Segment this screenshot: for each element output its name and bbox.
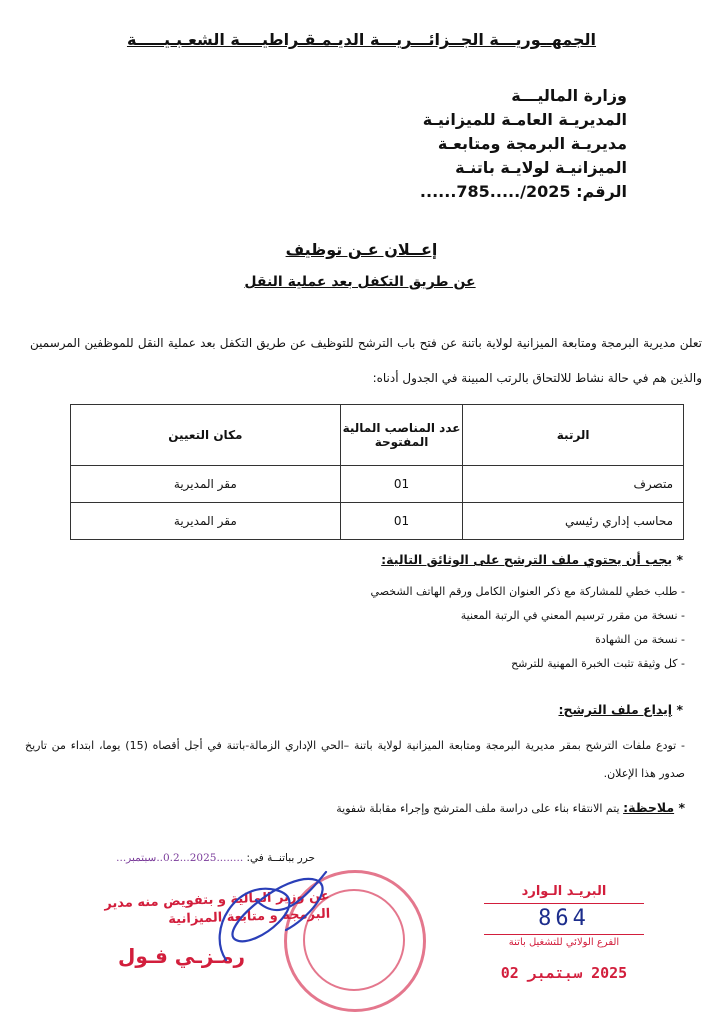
place-cell: مقر المديرية xyxy=(71,503,341,540)
written-date: ........2025...0.2..سبتمبر... xyxy=(116,852,244,864)
handwritten-signature xyxy=(196,860,346,980)
signatory-name: رمـزـي فـول xyxy=(118,944,246,968)
count-cell: 01 xyxy=(340,466,463,503)
deposit-paragraph: - تودع ملفات الترشح بمقر مديرية البرمجة ومتابعة الميزانية لولاية باتنة –الحي الإداري الزمالة-باتنة في أجل أقصاه (15) يوما، ابتداء من تاريخ صدور هذا الإعلان. xyxy=(25,739,685,780)
note xyxy=(336,800,685,815)
directorate-line: المديريـة العامـة للميزانيـة xyxy=(422,110,627,129)
issuing-authority xyxy=(397,84,627,204)
wilaya-line: الميزانيـة لولايـة باتنـة xyxy=(455,158,627,177)
received-stamp-date: 2025 سبتمبر 02 xyxy=(500,964,628,982)
intro-paragraph: تعلن مديرية البرمجة ومتابعة الميزانية لولاية باتنة عن فتح باب الترشح للتوظيف عن طريق التكفل بعد عملية النقل للموظفين المرسمين والذين هم في حالة نشاط للالتحاق بالرتب المبينة في الجدول أدناه: xyxy=(30,336,702,385)
place-header: مكان التعيين xyxy=(71,405,341,466)
count-header: عدد المناصب المالية المفتوحة xyxy=(340,405,463,466)
table-row xyxy=(71,466,684,503)
rank-header: الرتبة xyxy=(463,405,684,466)
received-stamp xyxy=(484,884,644,982)
deposit-heading xyxy=(558,702,683,717)
list-item: - طلب خطي للمشاركة مع ذكر العنوان الكامل ورقم الهاتف الشخصي xyxy=(25,580,685,604)
sub-directorate-line: مديريـة البرمجة ومتابعـة xyxy=(437,134,627,153)
star-bullet: * xyxy=(674,800,685,815)
announcement-title: إعــلان عـن توظيف xyxy=(285,240,438,259)
documents-heading xyxy=(381,552,683,567)
list-item: - نسخة من مقرر ترسيم المعني في الرتبة المعنية xyxy=(25,604,685,628)
list-item: - نسخة من الشهادة xyxy=(25,628,685,652)
received-stamp-office: الفرع الولائي للتشغيل باتنة xyxy=(484,934,644,948)
ministry-line: وزارة الماليـــة xyxy=(511,86,627,105)
documents-heading-text: يجب أن يحتوي ملف الترشح على الوثائق التالية: xyxy=(381,552,673,567)
star-bullet: * xyxy=(672,702,683,717)
table-header-row xyxy=(71,405,684,466)
republic-header: الجمهــوريـــة الجــزائـــريـــة الديـمـقـراطيــــة الشعـبـيـــــة xyxy=(126,30,597,49)
reference-number xyxy=(397,180,627,204)
written-label: حرر بباتنــة في: xyxy=(243,852,315,864)
documents-list xyxy=(25,580,685,676)
place-cell: مقر المديرية xyxy=(71,466,341,503)
positions-table xyxy=(70,404,684,540)
note-label: ملاحظة: xyxy=(623,800,675,815)
star-bullet: * xyxy=(672,552,683,567)
rank-cell: متصرف xyxy=(463,466,684,503)
received-stamp-header: البريـد الـوارد xyxy=(521,884,607,899)
table-row xyxy=(71,503,684,540)
signatory-stamp: عن وزير المالية و بتفويض منه مدير البرمجة و متابعة الميزانية xyxy=(104,888,331,928)
reference-label: الرقم: xyxy=(570,182,627,201)
rank-cell: محاسب إداري رئيسي xyxy=(463,503,684,540)
received-stamp-number: 864 xyxy=(484,903,644,934)
reference-value: ......785...../2025 xyxy=(419,182,571,201)
count-cell: 01 xyxy=(340,503,463,540)
deposit-heading-text: إيداع ملف الترشح: xyxy=(558,702,673,717)
announcement-subtitle: عن طريق التكفل بعد عملية النقل xyxy=(244,274,476,290)
note-text: يتم الانتقاء بناء على دراسة ملف المترشح وإجراء مقابلة شفوية xyxy=(336,802,624,815)
list-item: - كل وثيقة تثبت الخبرة المهنية للترشح xyxy=(25,652,685,676)
